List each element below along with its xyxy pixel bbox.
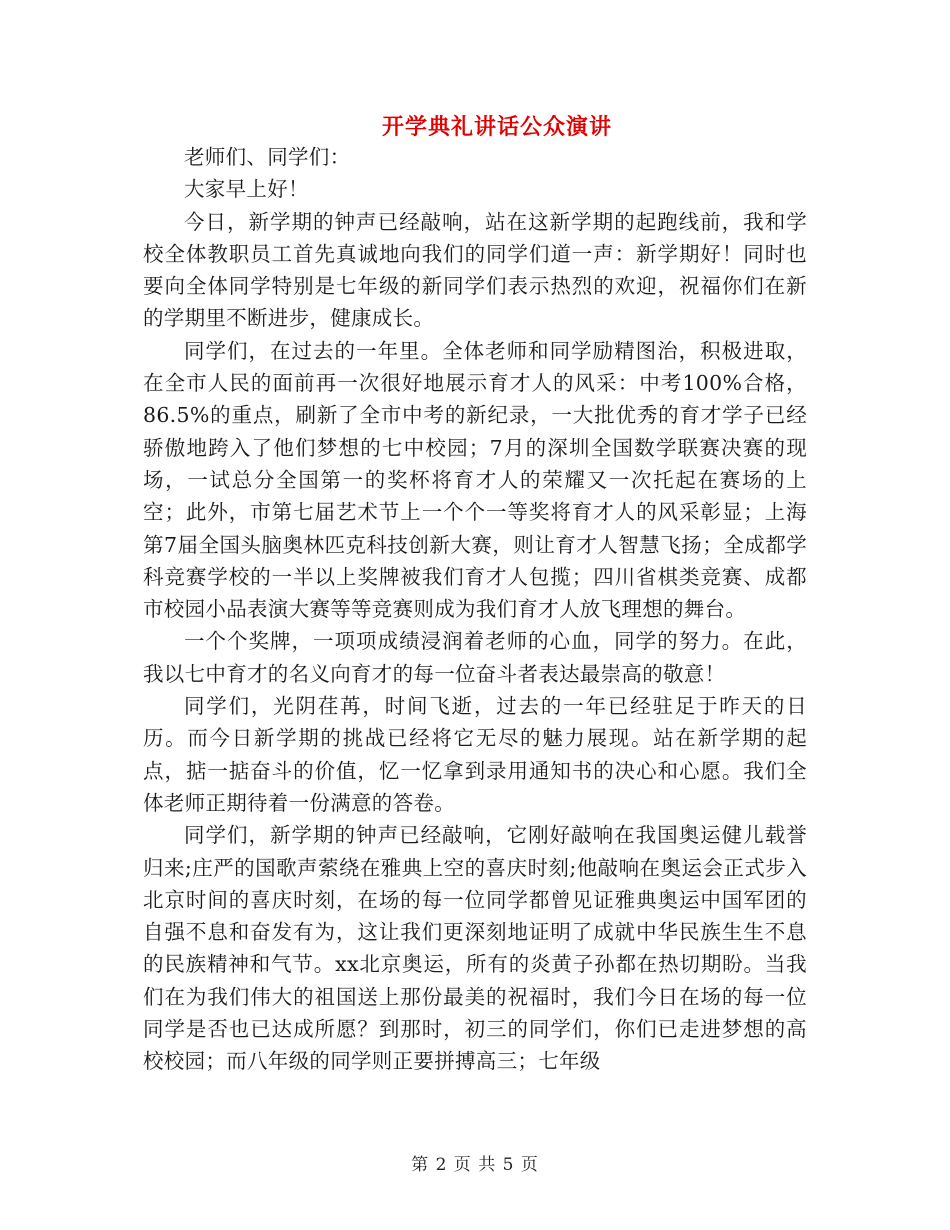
paragraph: 今日，新学期的钟声已经敲响，站在这新学期的起跑线前，我和学校全体教职员工首先真诚地向我们的同学们道一声：新学期好！同时也要向全体同学特别是七年级的新同学们表示热烈的欢迎，祝福你们在新的学期里不断进步，健康成长。 bbox=[143, 209, 807, 331]
page-footer: 第 2 页 共 5 页 bbox=[411, 1155, 539, 1175]
paragraph: 一个个奖牌，一项项成绩浸润着老师的心血，同学的努力。在此，我以七中育才的名义向育才的每一位奋斗者表达最崇高的敬意！ bbox=[143, 629, 807, 686]
greeting: 大家早上好！ bbox=[184, 177, 309, 202]
document-body bbox=[143, 141, 807, 1078]
paragraph: 同学们，在过去的一年里。全体老师和同学励精图治，积极进取，在全市人民的面前再一次很好地展示育才人的风采：中考100%合格，86.5%的重点，刷新了全市中考的新纪录，一大批优秀的育才学子已经骄傲地跨入了他们梦想的七中校园；7月的深圳全国数学联赛决赛的现场，一试总分全国第一的奖杯将育才人的荣耀又一次托起在赛场的上空；此外，市第七届艺术节上一个个一等奖将育才人的风采彰显；上海第7届全国头脑奥林匹克科技创新大赛，则让育才人智慧飞扬；全成都学科竞赛学校的一半以上奖牌被我们育才人包揽；四川省棋类竞赛、成都市校园小品表演大赛等等竞赛则成为我们育才人放飞理想的舞台。 bbox=[143, 338, 807, 622]
salutation: 老师们、同学们： bbox=[184, 145, 351, 169]
paragraph: 同学们，新学期的钟声已经敲响，它刚好敲响在我国奥运健儿载誉归来;庄严的国歌声萦绕在雅典上空的喜庆时刻;他敲响在奥运会正式步入北京时间的喜庆时刻，在场的每一位同学都曾见证雅典奥运中国军团的自强不息和奋发有为，这让我们更深刻地证明了成就中华民族生生不息的民族精神和气节。xx北京奥运，所有的炎黄子孙都在热切期盼。当我们在为我们伟大的祖国送上那份最美的祝福时，我们今日在场的每一位同学是否也已达成所愿？到那时，初三的同学们，你们已走进梦想的高校校园；而八年级的同学则正要拼搏高三；七年级 bbox=[143, 823, 807, 1074]
document-title: 开学典礼讲话公众演讲 bbox=[381, 114, 612, 140]
paragraph: 同学们，光阴荏苒，时间飞逝，过去的一年已经驻足于昨天的日历。而今日新学期的挑战已经将它无尽的魅力展现。站在新学期的起点，掂一掂奋斗的价值，忆一忆拿到录用通知书的决心和心愿。我们全体老师正期待着一份满意的答卷。 bbox=[143, 694, 807, 815]
